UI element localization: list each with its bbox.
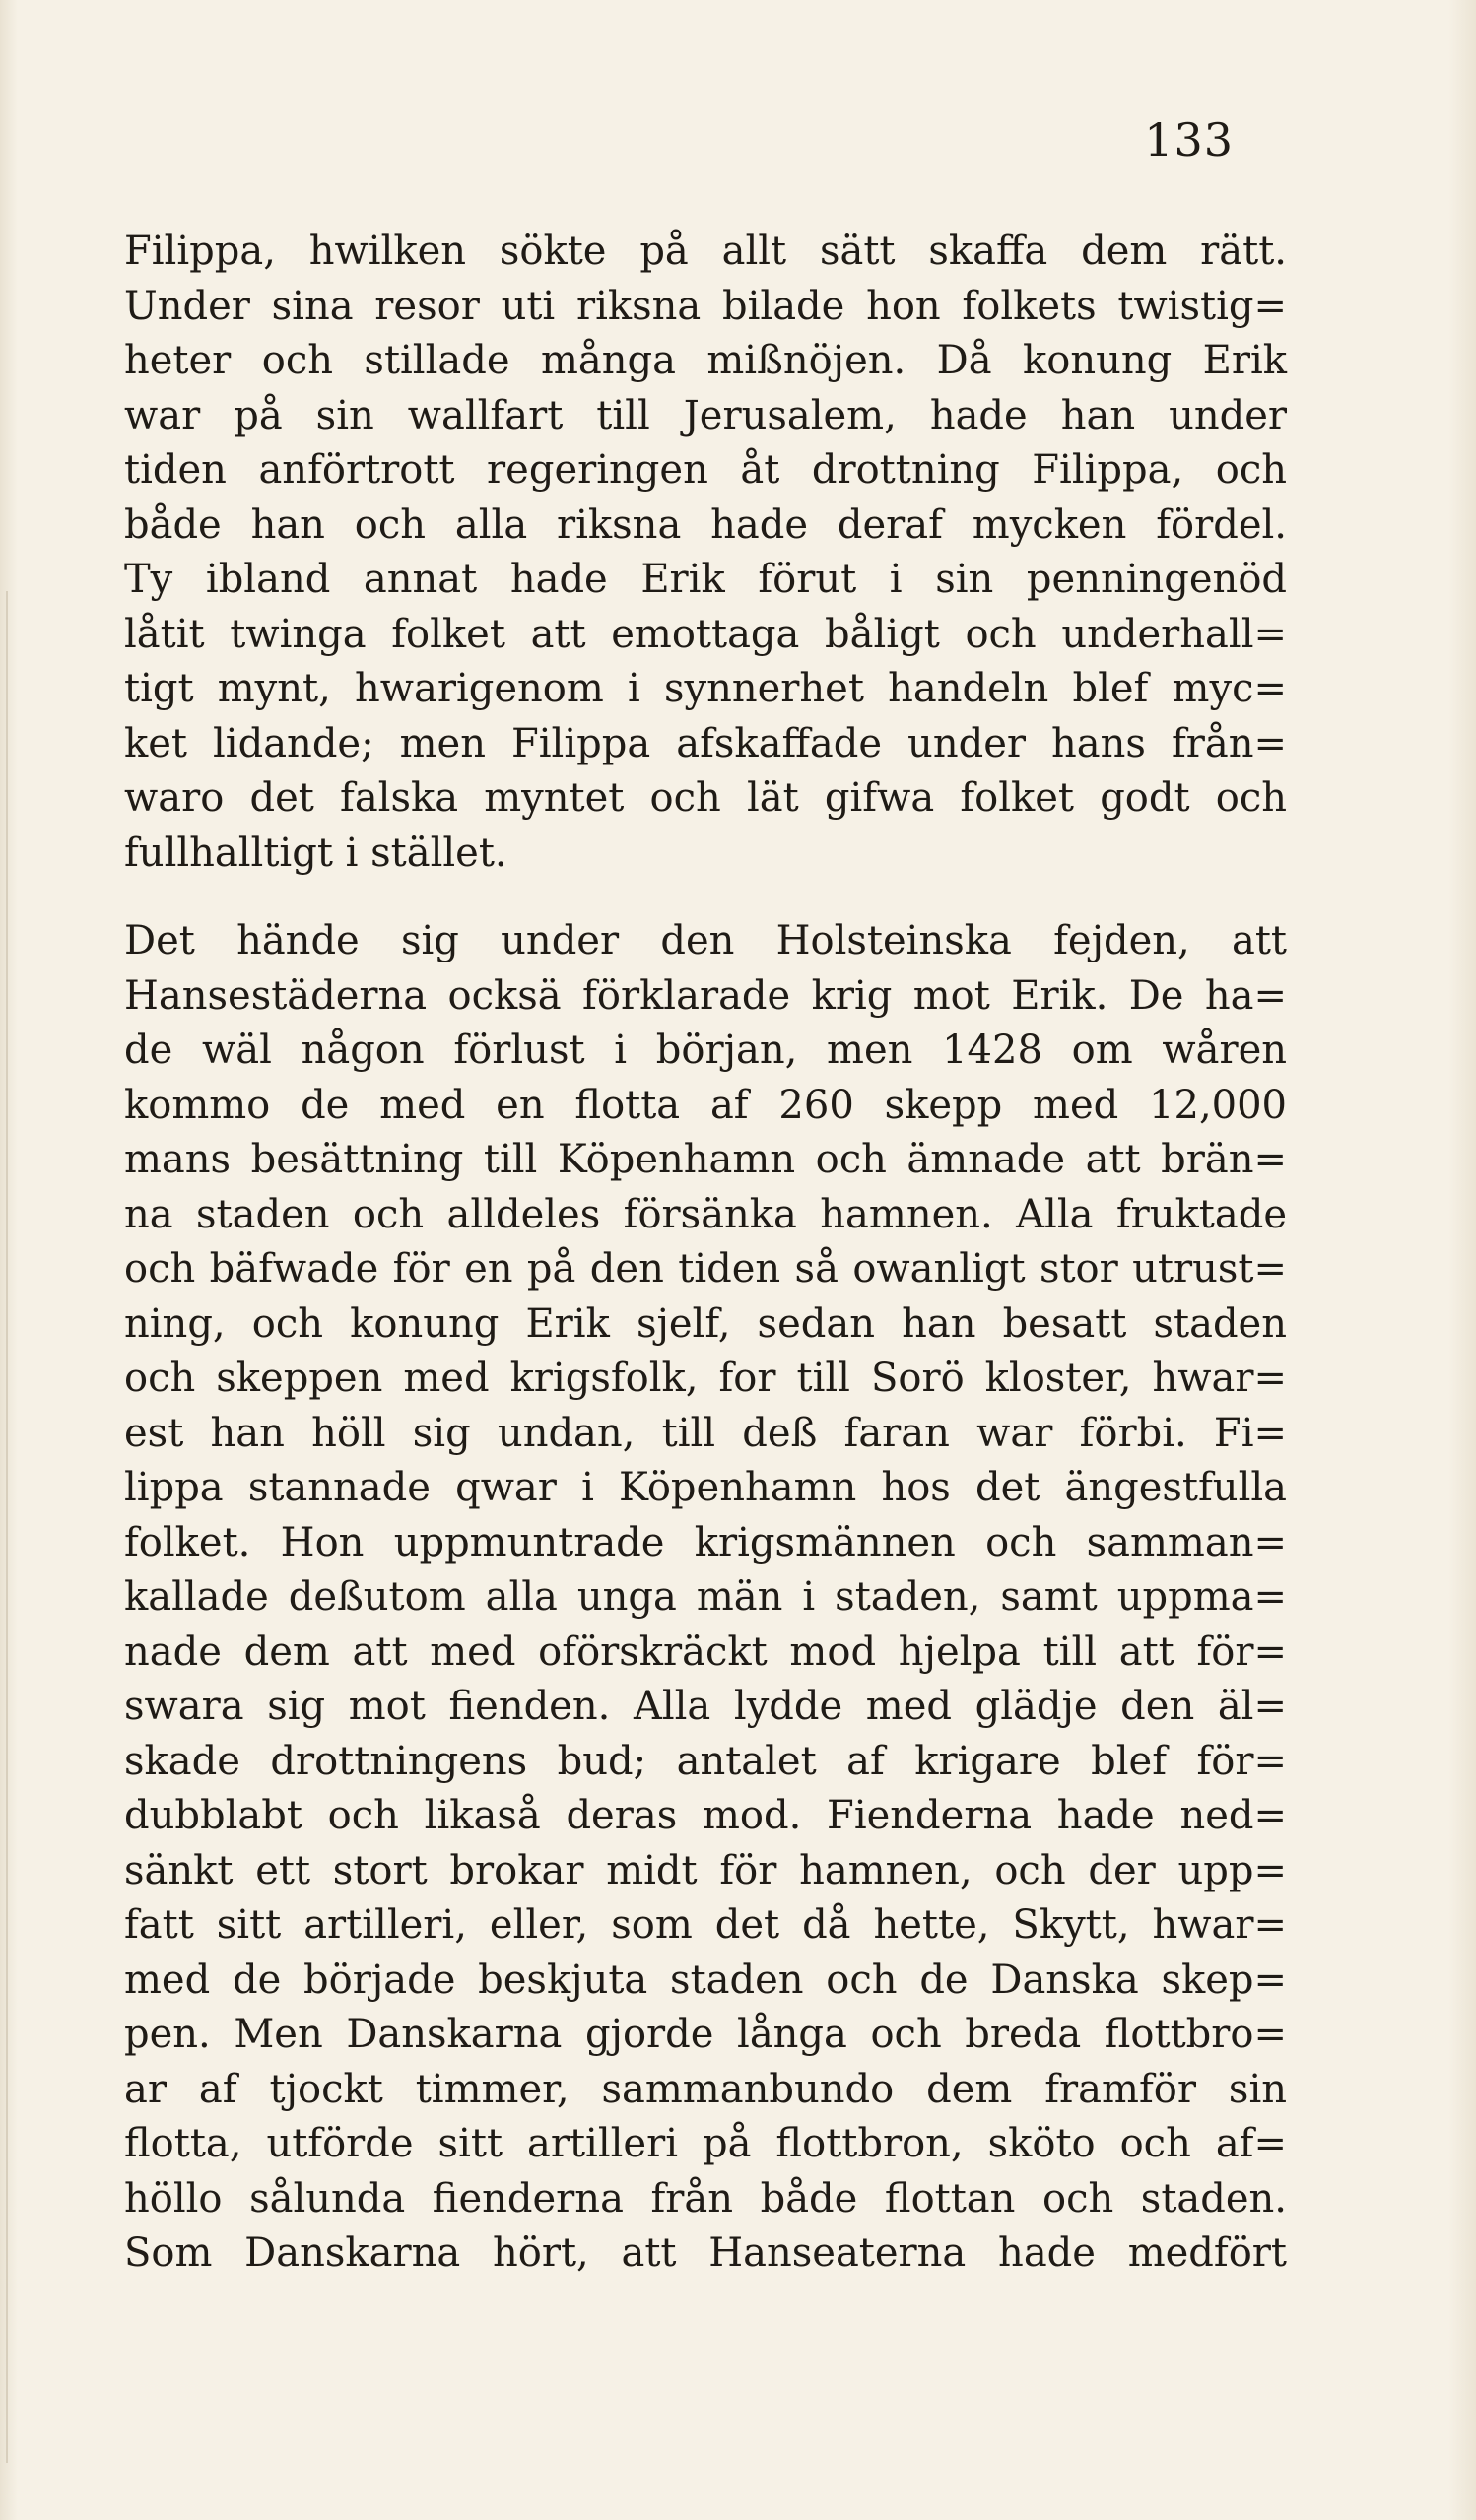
text-line: war på sin wallfart till Jerusalem, hade han under (124, 392, 1287, 438)
text-line: och skeppen med krigsfolk, for till Sorö kloster, hwar= (124, 1356, 1287, 1401)
text-line: ket lidande; men Filippa afskaffade under hans från= (124, 720, 1287, 766)
text-line: kallade deßutom alla unga män i staden, samt uppma= (124, 1574, 1287, 1620)
text-line: ning, och konung Erik sjelf, sedan han besatt staden (124, 1300, 1287, 1347)
text-line: lippa stannade qwar i Köpenhamn hos det ängestfulla (124, 1465, 1287, 1510)
text-line: Filippa, hwilken sökte på allt sätt skaffa dem rätt. (124, 229, 1287, 274)
text-line: est han höll sig undan, till deß faran war förbi. Fi= (124, 1410, 1287, 1456)
text-line: skade drottningens bud; antalet af krigare blef för= (124, 1738, 1287, 1784)
text-line: kommo de med en flotta af 260 skepp med 12,000 (124, 1082, 1287, 1128)
page-number: 133 (1144, 113, 1234, 166)
text-line: nade dem att med oförskräckt mod hjelpa till att för= (124, 1628, 1287, 1675)
text-line: låtit twinga folket att emottaga båligt och underhall= (124, 611, 1287, 657)
text-line: waro det falska myntet och lät gifwa folket godt och (124, 775, 1287, 821)
text-line: fatt sitt artilleri, eller, som det då hette, Skytt, hwar= (124, 1902, 1287, 1948)
text-line: folket. Hon uppmuntrade krigsmännen och samman= (124, 1519, 1287, 1565)
text-line: och bäfwade för en på den tiden så owanligt stor utrust= (124, 1246, 1287, 1292)
text-line: de wäl någon förlust i början, men 1428 om wåren (124, 1028, 1287, 1073)
text-line: höllo sålunda fienderna från både flottan och staden. (124, 2175, 1287, 2222)
text-line: mans besättning till Köpenhamn och ämnade att brän= (124, 1137, 1287, 1182)
text-line: heter och stillade många mißnöjen. Då konung Erik (124, 338, 1287, 383)
text-line: na staden och alldeles försänka hamnen. Alla fruktade (124, 1191, 1287, 1237)
text-line: Ty ibland annat hade Erik förut i sin penningenöd (124, 557, 1287, 602)
text-line: Som Danskarna hört, att Hanseaterna hade medfört (124, 2230, 1287, 2276)
text-line: fullhalltigt i stället. (124, 829, 507, 876)
text-line: pen. Men Danskarna gjorde långa och breda flottbro= (124, 2012, 1287, 2057)
text-line: Under sina resor uti riksna bilade hon folkets twistig= (124, 283, 1287, 329)
text-line: ar af tjockt timmer, sammanbundo dem framför sin (124, 2066, 1287, 2112)
paragraph-2 (124, 914, 1287, 2282)
text-line: swara sig mot fienden. Alla lydde med glädje den äl= (124, 1684, 1287, 1729)
text-line: Det hände sig under den Holsteinska fejden, att (124, 918, 1287, 963)
text-line: sänkt ett stort brokar midt för hamnen, och der upp= (124, 1847, 1287, 1893)
text-line: tigt mynt, hwarigenom i synnerhet handeln blef myc= (124, 666, 1287, 711)
text-line: tiden anförtrott regeringen åt drottning Filippa, och (124, 447, 1287, 493)
text-line: med de började beskjuta staden och de Danska skep= (124, 1956, 1287, 2003)
text-line: flotta, utförde sitt artilleri på flottbron, sköto och af= (124, 2121, 1287, 2166)
paragraph-1 (124, 225, 1287, 881)
page-edge-shadow (6, 591, 8, 2463)
text-line: Hansestäderna ocksä förklarade krig mot Erik. De ha= (124, 972, 1287, 1019)
text-line: både han och alla riksna hade deraf mycken fördel. (124, 501, 1287, 548)
text-line: dubblabt och likaså deras mod. Fienderna hade ned= (124, 1793, 1287, 1838)
